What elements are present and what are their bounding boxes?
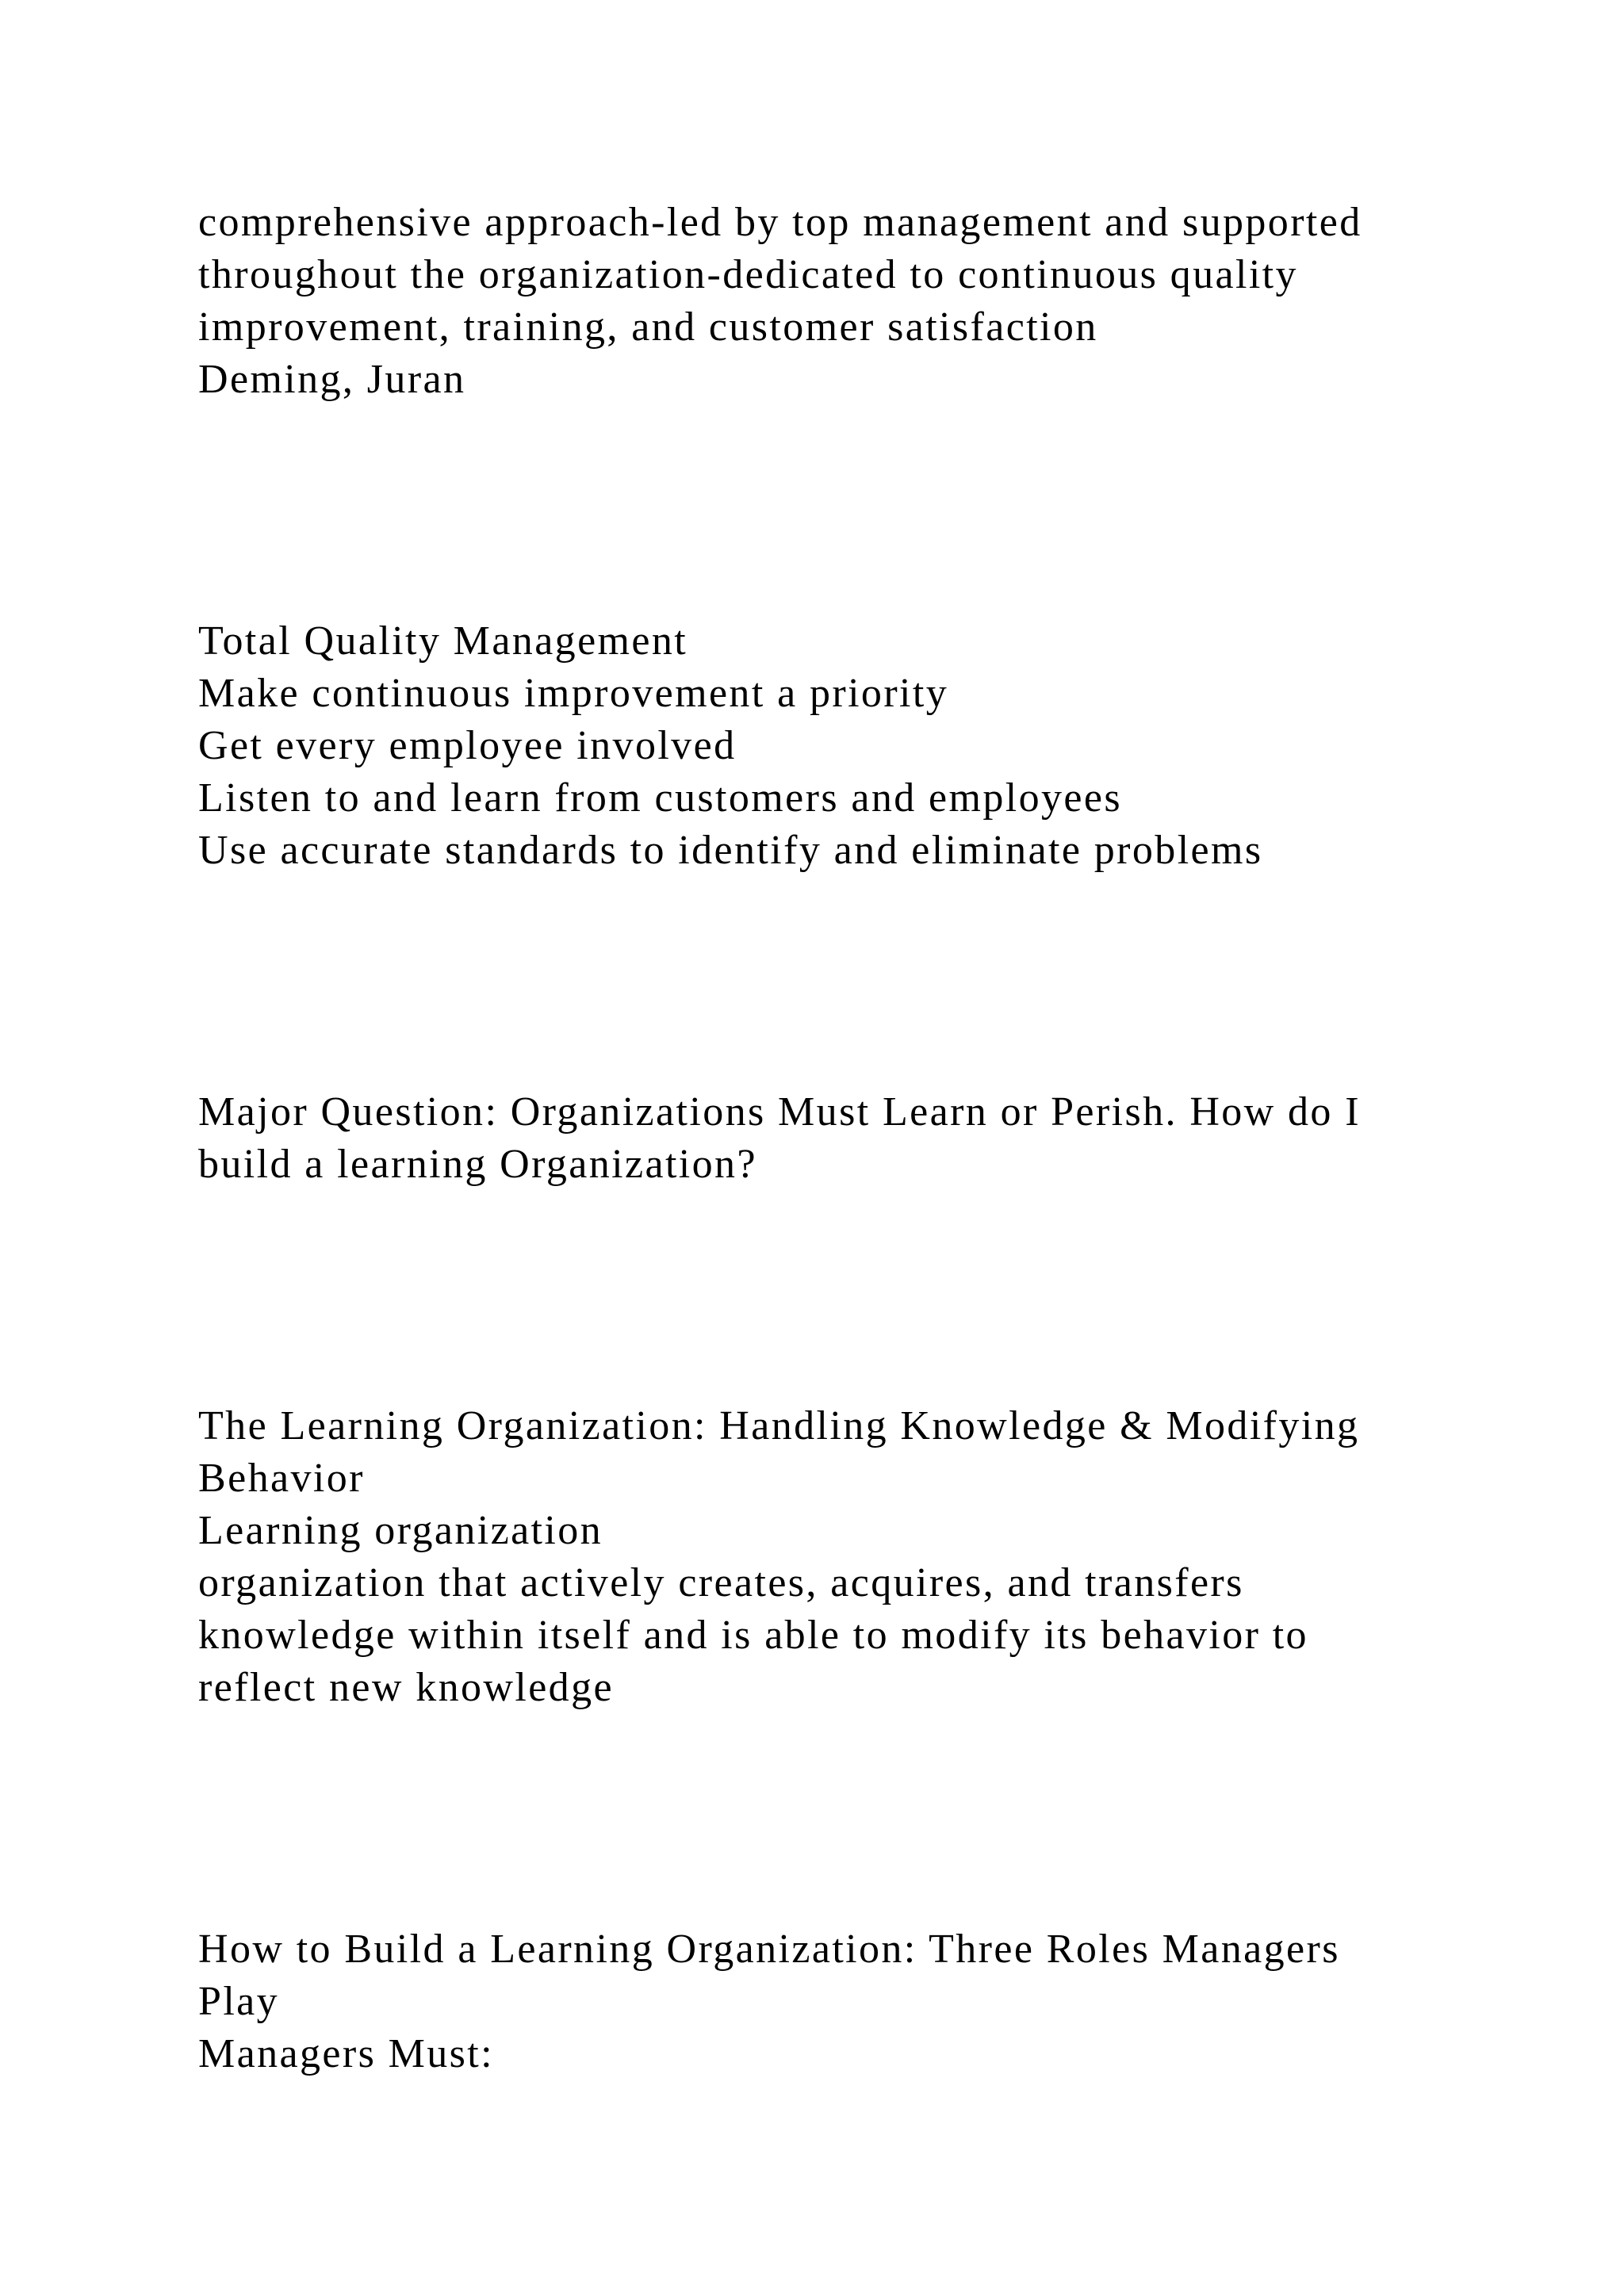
- managers-must-label: Managers Must:: [198, 2031, 494, 2076]
- learning-org-definition-line-3: reflect new knowledge: [198, 1665, 614, 1710]
- tqm-heading: Total Quality Management: [198, 618, 688, 664]
- tqm-definition-line-1: comprehensive approach-led by top management and supported: [198, 200, 1362, 245]
- tqm-definition-line-4: Deming, Juran: [198, 357, 466, 402]
- build-learning-org-heading-line-2: Play: [198, 1979, 280, 2024]
- major-question-line-1: Major Question: Organizations Must Learn or Perish. How do I: [198, 1089, 1361, 1135]
- learning-org-definition-line-2: knowledge within itself and is able to modify its behavior to: [198, 1613, 1308, 1658]
- build-learning-org-heading-line-1: How to Build a Learning Organization: Three Roles Managers: [198, 1927, 1340, 1972]
- tqm-point-4: Use accurate standards to identify and eliminate problems: [198, 828, 1263, 873]
- tqm-point-3: Listen to and learn from customers and employees: [198, 775, 1123, 821]
- tqm-point-1: Make continuous improvement a priority: [198, 671, 949, 716]
- learning-org-term: Learning organization: [198, 1508, 603, 1553]
- learning-org-definition-line-1: organization that actively creates, acquires, and transfers: [198, 1560, 1244, 1605]
- tqm-definition-line-2: throughout the organization-dedicated to continuous quality: [198, 252, 1298, 297]
- tqm-point-2: Get every employee involved: [198, 723, 737, 768]
- tqm-definition-line-3: improvement, training, and customer satisfaction: [198, 304, 1098, 350]
- learning-org-heading-line-2: Behavior: [198, 1456, 365, 1501]
- learning-org-heading-line-1: The Learning Organization: Handling Knowledge & Modifying: [198, 1403, 1360, 1448]
- major-question-line-2: build a learning Organization?: [198, 1142, 757, 1187]
